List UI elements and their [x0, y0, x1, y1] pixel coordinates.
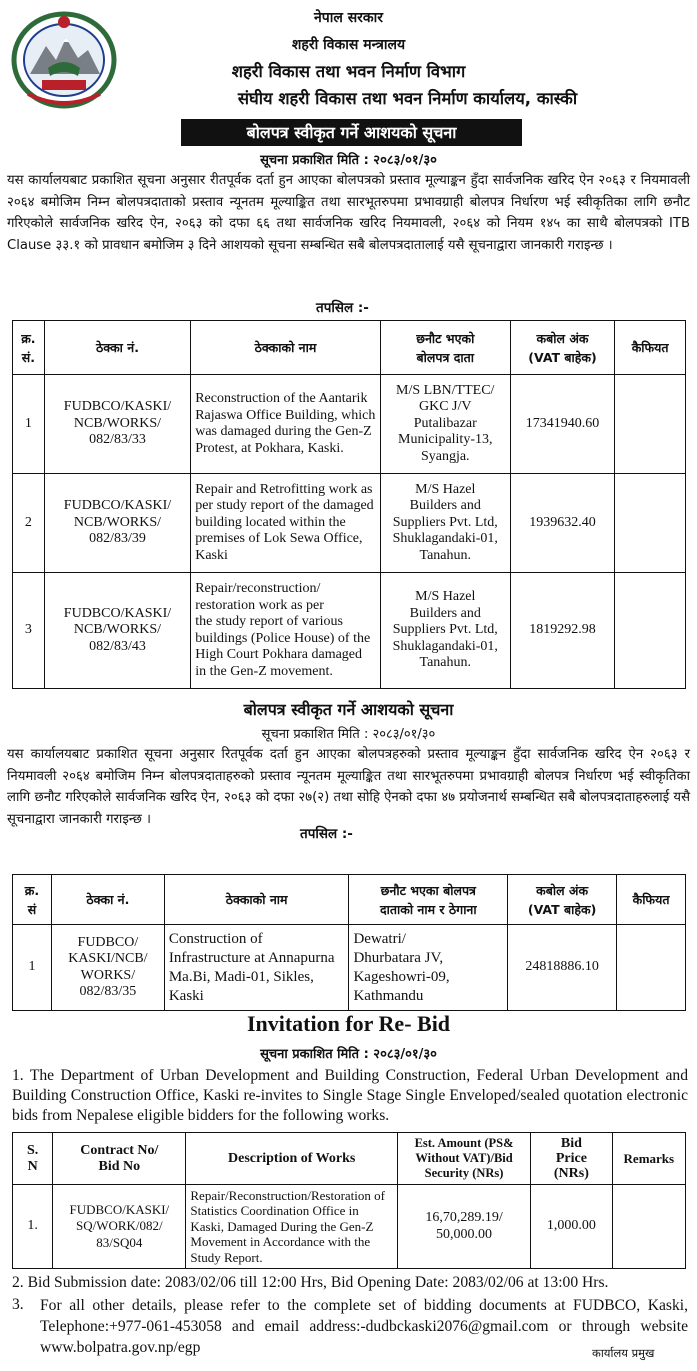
col-name: ठेक्काको नाम — [191, 321, 381, 375]
rebid-item3-number: 3. — [12, 1296, 24, 1313]
notice1-date: सूचना प्रकाशित मिति : २०८३/०१/३० — [260, 153, 437, 168]
row-sn: 1 — [13, 375, 45, 474]
col-name: ठेक्काको नाम — [164, 875, 349, 925]
notice1-tapsil: तपसिल :- — [316, 300, 369, 316]
col-bidder: छनौट भएका बोलपत्र दाताको नाम र ठेगाना — [349, 875, 508, 925]
row-desc: Repair/Reconstruction/Restoration of Statistics Coordination Office in Kaski, Damaged During the Gen-Z Movement in Accordance with the Study Report. — [186, 1185, 398, 1269]
row-contract: FUDBCO/KASKI/ NCB/WORKS/ 082/83/43 — [44, 573, 190, 689]
col-sn: क्र. सं — [13, 875, 52, 925]
table-row — [13, 474, 686, 573]
office-title: संघीय शहरी विकास तथा भवन निर्माण कार्यालय, कास्की — [237, 89, 578, 108]
col-contract: ठेक्का नं. — [51, 875, 164, 925]
signature-label: कार्यालय प्रमुख — [592, 1346, 655, 1360]
col-remarks: कैफियत — [617, 875, 686, 925]
notice2-title: बोलपत्र स्वीकृत गर्ने आशयको सूचना — [243, 700, 454, 719]
table-row — [13, 573, 686, 689]
table-row — [13, 375, 686, 474]
row-bidder: M/S Hazel Builders and Suppliers Pvt. Ltd, Shuklagandaki-01, Tanahun. — [380, 573, 510, 689]
row-sn: 1. — [13, 1185, 53, 1269]
row-contract: FUDBCO/KASKI/ SQ/WORK/082/ 83/SQ04 — [53, 1185, 186, 1269]
notice1-table — [12, 320, 686, 689]
row-name: Repair and Retrofitting work as per study report of the damaged building located within the premises of Lok Sewa Office, Kaski — [191, 474, 381, 573]
row-remarks — [615, 474, 686, 573]
notice2-tapsil: तपसिल :- — [300, 826, 353, 842]
rebid-item1: 1. The Department of Urban Development and Building Construction, Federal Urban Development and Building Construction Office, Kaski re-invites to Single Stage Single Enveloped/sealed quotation electronic bids from Nepalese eligible bidders for the following works. — [12, 1067, 688, 1124]
col-remarks: Remarks — [612, 1133, 685, 1185]
table-row — [13, 1185, 686, 1269]
rebid-item3: For all other details, please refer to the complete set of bidding documents at FUDBCO, Kaski, Telephone:+977-061-453058 and email address:-dudbckaski2076@gmail.com or through website www.bolpatra.gov.np/egp — [40, 1297, 688, 1356]
col-bidder: छनौट भएको बोलपत्र दाता — [380, 321, 510, 375]
notice2-body: यस कार्यालयबाट प्रकाशित सूचना अनुसार रितपूर्वक दर्ता हुन आएका बोलपत्रहरुको प्रस्ताव मूल्याङ्कन हुँदा सार्वजनिक खरिद ऐन २०६३ र नियमावली २०६४ बमोजिम निम्न बोलपत्रदाताहरुको प्रस्ताव न्यूनतम मूल्याङ्कित तथा सारभूतरुपमा प्रभावग्राही बोलपत्र निर्धारण भई स्वीकृतिका लागि छनौट गरिएकोले सार्वजनिक खरिद ऐन, २०६३ को दफा २७(२) तथा सोहि ऐनको दफा ४७ प्रयोजनार्थ सम्बन्धित सबै बोलपत्रदाताहरुलाई यसै सूचनाद्वारा जानकारी गराइन्छ । — [7, 747, 690, 827]
col-desc: Description of Works — [186, 1133, 398, 1185]
col-sn: S. N — [13, 1133, 53, 1185]
col-est: Est. Amount (PS& Without VAT)/Bid Security (NRs) — [397, 1133, 530, 1185]
row-amount: 24818886.10 — [508, 925, 617, 1011]
row-contract: FUDBCO/KASKI/ NCB/WORKS/ 082/83/33 — [44, 375, 190, 474]
ministry-title: शहरी विकास मन्त्रालय — [291, 37, 406, 53]
col-contract: Contract No/ Bid No — [53, 1133, 186, 1185]
row-remarks — [612, 1185, 685, 1269]
row-contract: FUDBCO/KASKI/ NCB/WORKS/ 082/83/39 — [44, 474, 190, 573]
row-remarks — [615, 573, 686, 689]
table-row — [13, 925, 686, 1011]
row-bidder: M/S Hazel Builders and Suppliers Pvt. Ltd, Shuklagandaki-01, Tanahun. — [380, 474, 510, 573]
row-sn: 3 — [13, 573, 45, 689]
row-name: Reconstruction of the Aantarik Rajaswa Office Building, which was damaged during the Gen-Z Protest, at Pokhara, Kaski. — [191, 375, 381, 474]
col-remarks: कैफियत — [615, 321, 686, 375]
row-sn: 2 — [13, 474, 45, 573]
rebid-date: सूचना प्रकाशित मिति : २०८३/०१/३० — [260, 1047, 437, 1062]
notice2-date: सूचना प्रकाशित मिति : २०८३/०१/३० — [261, 727, 436, 742]
row-bidder: M/S LBN/TTEC/ GKC J/V Putalibazar Municipality-13, Syangja. — [380, 375, 510, 474]
notice2-table — [12, 874, 686, 1011]
col-amount: कबोल अंक (VAT बाहेक) — [510, 321, 614, 375]
row-sn: 1 — [13, 925, 52, 1011]
row-name: Construction of Infrastructure at Annapurna Ma.Bi, Madi-01, Sikles, Kaski — [164, 925, 349, 1011]
row-remarks — [615, 375, 686, 474]
notice1-body: यस कार्यालयबाट प्रकाशित सूचना अनुसार रीतपूर्वक दर्ता हुन आएका बोलपत्रको प्रस्ताव मूल्याङ्कन हुँदा सार्वजनिक खरिद ऐन २०६३ र नियमावली २०६४ बमोजिम निम्न बोलपत्रदाताको प्रस्ताव न्यूनतम मूल्याङ्कित तथा सारभूतरुपमा प्रभावग्राही बोलपत्र निर्धारण भई स्वीकृतिका लागि छनौट गरिएकोले सार्वजनिक खरिद ऐन, २०६३ को दफा ६६ तथा सार्वजनिक खरिद नियमावली, २०६४ को नियम १४५ का साथै बोलपत्रको ITB Clause ३३.१ को प्रावधान बमोजिम ३ दिने आशयको सूचना सम्बन्धित सबै बोलपत्रदातालाई यसै सूचनाद्वारा जानकारी गराइन्छ । — [7, 173, 690, 253]
rebid-item2: 2. Bid Submission date: 2083/02/06 till 12:00 Hrs, Bid Opening Date: 2083/02/06 at 13:00 Hrs. — [12, 1274, 609, 1291]
row-amount: 1939632.40 — [510, 474, 614, 573]
notice1-title: बोलपत्र स्वीकृत गर्ने आशयको सूचना — [181, 119, 522, 146]
rebid-title: Invitation for Re- Bid — [246, 1011, 451, 1036]
row-est: 16,70,289.19/ 50,000.00 — [397, 1185, 530, 1269]
row-bidder: Dewatri/ Dhurbatara JV, Kageshowri-09, Kathmandu — [349, 925, 508, 1011]
col-price: Bid Price (NRs) — [531, 1133, 613, 1185]
row-remarks — [617, 925, 686, 1011]
col-amount: कबोल अंक (VAT बाहेक) — [508, 875, 617, 925]
row-contract: FUDBCO/ KASKI/NCB/ WORKS/ 082/83/35 — [51, 925, 164, 1011]
gov-title: नेपाल सरकार — [313, 10, 383, 26]
row-price: 1,000.00 — [531, 1185, 613, 1269]
rebid-table — [12, 1132, 686, 1269]
department-title: शहरी विकास तथा भवन निर्माण विभाग — [231, 62, 466, 81]
row-amount: 1819292.98 — [510, 573, 614, 689]
col-sn: क्र. सं. — [13, 321, 45, 375]
row-amount: 17341940.60 — [510, 375, 614, 474]
row-name: Repair/reconstruction/ restoration work as per the study report of various buildings (Police House) of the High Court Pokhara damaged in the Gen-Z movement. — [191, 573, 381, 689]
col-contract: ठेक्का नं. — [44, 321, 190, 375]
